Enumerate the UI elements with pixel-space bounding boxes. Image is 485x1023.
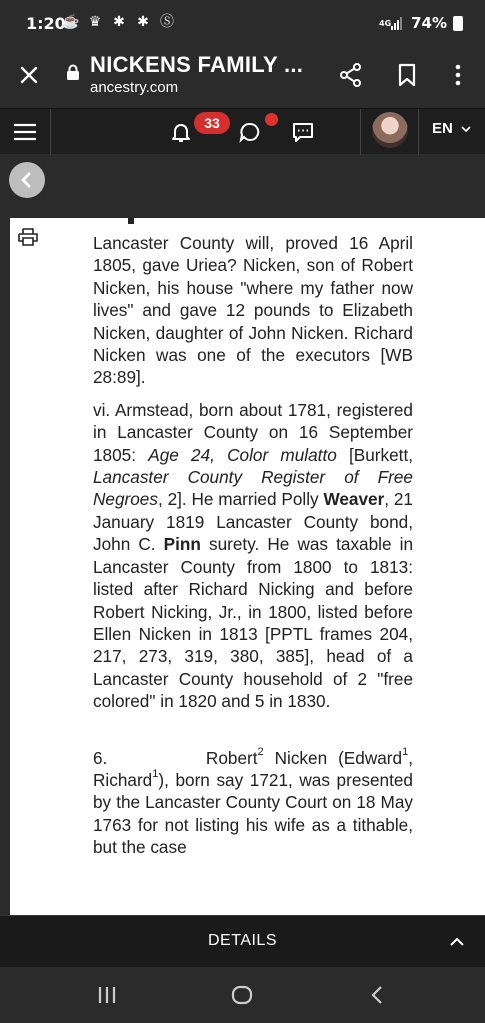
chevron-left-icon [19, 172, 35, 188]
battery-level: 74% [411, 14, 447, 32]
home-icon[interactable] [230, 983, 254, 1007]
bell-icon[interactable] [170, 121, 192, 143]
battery-icon [453, 16, 463, 31]
chat-bubble-icon[interactable] [238, 121, 262, 143]
s-circle-icon: Ⓢ [160, 13, 174, 29]
message-icon[interactable] [292, 121, 314, 143]
site-nav [0, 108, 485, 154]
status-time: 1:20 [26, 14, 66, 33]
document-page[interactable] [10, 218, 485, 915]
bookmark-icon[interactable] [394, 62, 420, 88]
avatar[interactable] [372, 112, 408, 148]
browser-toolbar [0, 46, 485, 108]
hamburger-menu-icon[interactable] [12, 119, 38, 145]
chevron-up-icon[interactable] [449, 934, 465, 950]
paragraph-robert: 6. Robert$^2$ Nicken (Edward$^1$, Richard$^1$), born say 1721, was presented by the Lancaster County Court on 18 May 1763 for not listing his wife as a tithable, but the case [93, 745, 413, 858]
close-icon[interactable] [16, 62, 42, 88]
pinwheel-icon: ✱ [137, 12, 149, 29]
crown-icon: ♛ [88, 12, 102, 29]
nav-divider [418, 109, 419, 155]
page-domain: ancestry.com [90, 79, 179, 96]
system-nav-bar [0, 967, 485, 1023]
teacup-icon: ☕ [62, 12, 80, 29]
lock-icon [66, 64, 80, 80]
status-right [379, 14, 463, 32]
status-bar [0, 0, 485, 46]
share-icon[interactable] [338, 62, 364, 88]
document-text [93, 232, 413, 869]
details-bar[interactable] [0, 915, 485, 967]
notification-icons [62, 12, 176, 30]
paragraph-armstead: vi. Armstead, born about 1781, registered in Lancaster County on 16 September 1805: Age 24, Color mulatto [Burkett, Lancaster County Register of Free Negroes, 2]. He married Polly Weaver, 21 January 1819 Lancaster County bond, John C. Pinn surety. He was taxable in Lancaster County from 1800 to 1813: listed after Richard Nicking and before Robert Nicking, Jr., in 1800, listed before Ellen Nicken in 1813 [PPTL frames 204, 217, 273, 319, 380, 385], head of a Lancaster County household of 2 "free colored" in 1820 and 5 in 1830. [93, 399, 414, 712]
pinwheel-icon: ✱ [113, 12, 125, 29]
svg-text:4G: 4G [379, 19, 392, 28]
signal-icon [379, 16, 405, 30]
text-fragment [128, 218, 134, 224]
more-options-icon[interactable] [445, 62, 471, 88]
chevron-down-icon[interactable] [461, 124, 471, 134]
recent-apps-icon[interactable] [95, 983, 119, 1007]
back-icon[interactable] [366, 983, 390, 1007]
nav-divider [360, 109, 361, 155]
print-icon[interactable] [18, 228, 38, 246]
details-label: DETAILS [208, 932, 277, 949]
language-selector[interactable]: EN [432, 120, 453, 137]
nav-divider [50, 109, 51, 155]
notification-count-badge: 33 [194, 112, 230, 134]
paragraph: Lancaster County will, proved 16 April 1805, gave Uriea? Nicken, son of Robert Nicken, his house "where my father now lives" and gave 12 pounds to Elizabeth Nicken, daughter of John Nicken. Richard Nicken was one of the executors [WB 28:89]. [93, 233, 413, 388]
back-button[interactable] [9, 162, 45, 198]
unread-dot [265, 113, 278, 126]
page-title: NICKENS FAMILY ... [90, 52, 304, 77]
